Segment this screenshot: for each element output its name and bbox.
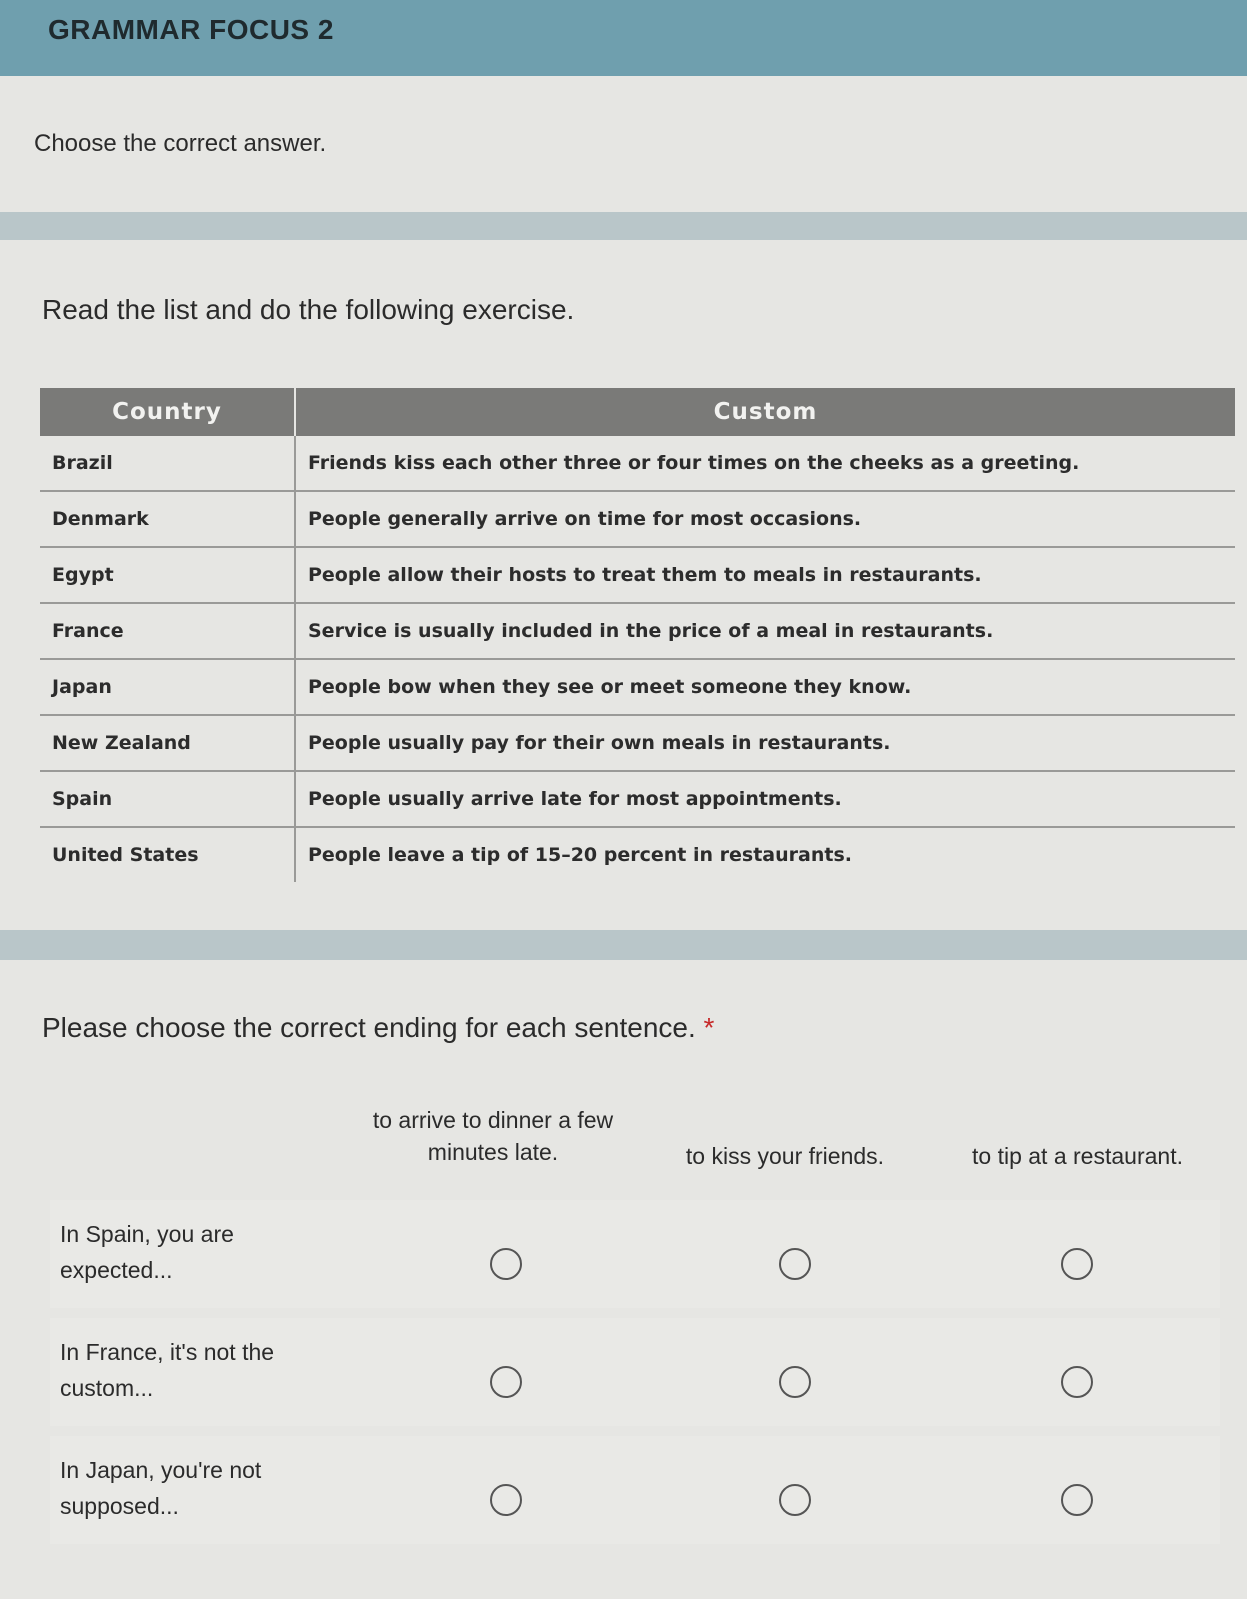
column-header-custom: Custom — [295, 388, 1235, 436]
column-header-country: Country — [40, 388, 295, 436]
table-row — [40, 547, 1235, 603]
table-row — [40, 771, 1235, 827]
form-title: GRAMMAR FOCUS 2 — [48, 14, 334, 45]
grid-column-header: to tip at a restaurant. — [972, 1143, 1183, 1169]
form-header-bar — [0, 0, 1247, 76]
grid-row-label: In Spain, you are expected... — [60, 1221, 234, 1283]
country-cell: Japan — [40, 659, 295, 715]
radio-option[interactable] — [779, 1366, 811, 1398]
custom-cell: Service is usually included in the price of a meal in restaurants. — [295, 603, 1235, 659]
radio-option[interactable] — [490, 1366, 522, 1398]
grid-column-header: to arrive to dinner a few minutes late. — [372, 1107, 614, 1165]
grid-row-label: In France, it's not the custom... — [60, 1339, 275, 1401]
required-marker: * — [703, 1012, 715, 1043]
table-row — [40, 603, 1235, 659]
country-cell: Brazil — [40, 436, 295, 491]
radio-option[interactable] — [490, 1484, 522, 1516]
table-row — [40, 659, 1235, 715]
custom-cell: People bow when they see or meet someone they know. — [295, 659, 1235, 715]
instruction-text: Choose the correct answer. — [34, 130, 327, 157]
radio-option[interactable] — [1061, 1484, 1093, 1516]
custom-cell: People usually arrive late for most appointments. — [295, 771, 1235, 827]
section-divider — [0, 212, 1247, 240]
country-cell: Spain — [40, 771, 295, 827]
grid-row-spain — [50, 1200, 1220, 1308]
grid-row-france — [50, 1318, 1220, 1426]
radio-option[interactable] — [490, 1248, 522, 1280]
table-header-row — [40, 388, 1235, 436]
question-title-text: Please choose the correct ending for each sentence. — [42, 1012, 696, 1043]
country-cell: Egypt — [40, 547, 295, 603]
section-divider — [0, 930, 1247, 960]
grid-column-header: to kiss your friends. — [685, 1143, 885, 1169]
country-cell: Denmark — [40, 491, 295, 547]
custom-cell: People usually pay for their own meals in restaurants. — [295, 715, 1235, 771]
custom-cell: Friends kiss each other three or four times on the cheeks as a greeting. — [295, 436, 1235, 491]
table-row — [40, 715, 1235, 771]
section-title: Read the list and do the following exercise. — [42, 294, 575, 325]
table-row — [40, 491, 1235, 547]
question-title — [42, 1012, 714, 1044]
radio-option[interactable] — [1061, 1248, 1093, 1280]
country-cell: United States — [40, 827, 295, 882]
table-row — [40, 436, 1235, 491]
country-cell: France — [40, 603, 295, 659]
grid-row-japan — [50, 1436, 1220, 1544]
custom-cell: People leave a tip of 15–20 percent in restaurants. — [308, 844, 852, 866]
radio-option[interactable] — [1061, 1366, 1093, 1398]
custom-cell: People generally arrive on time for most occasions. — [295, 491, 1235, 547]
radio-option[interactable] — [779, 1484, 811, 1516]
table-row — [40, 827, 1235, 882]
grid-row-label: In Japan, you're not supposed... — [60, 1457, 262, 1519]
radio-option[interactable] — [779, 1248, 811, 1280]
country-cell: New Zealand — [40, 715, 295, 771]
custom-cell: People allow their hosts to treat them to meals in restaurants. — [295, 547, 1235, 603]
customs-table — [40, 388, 1235, 882]
